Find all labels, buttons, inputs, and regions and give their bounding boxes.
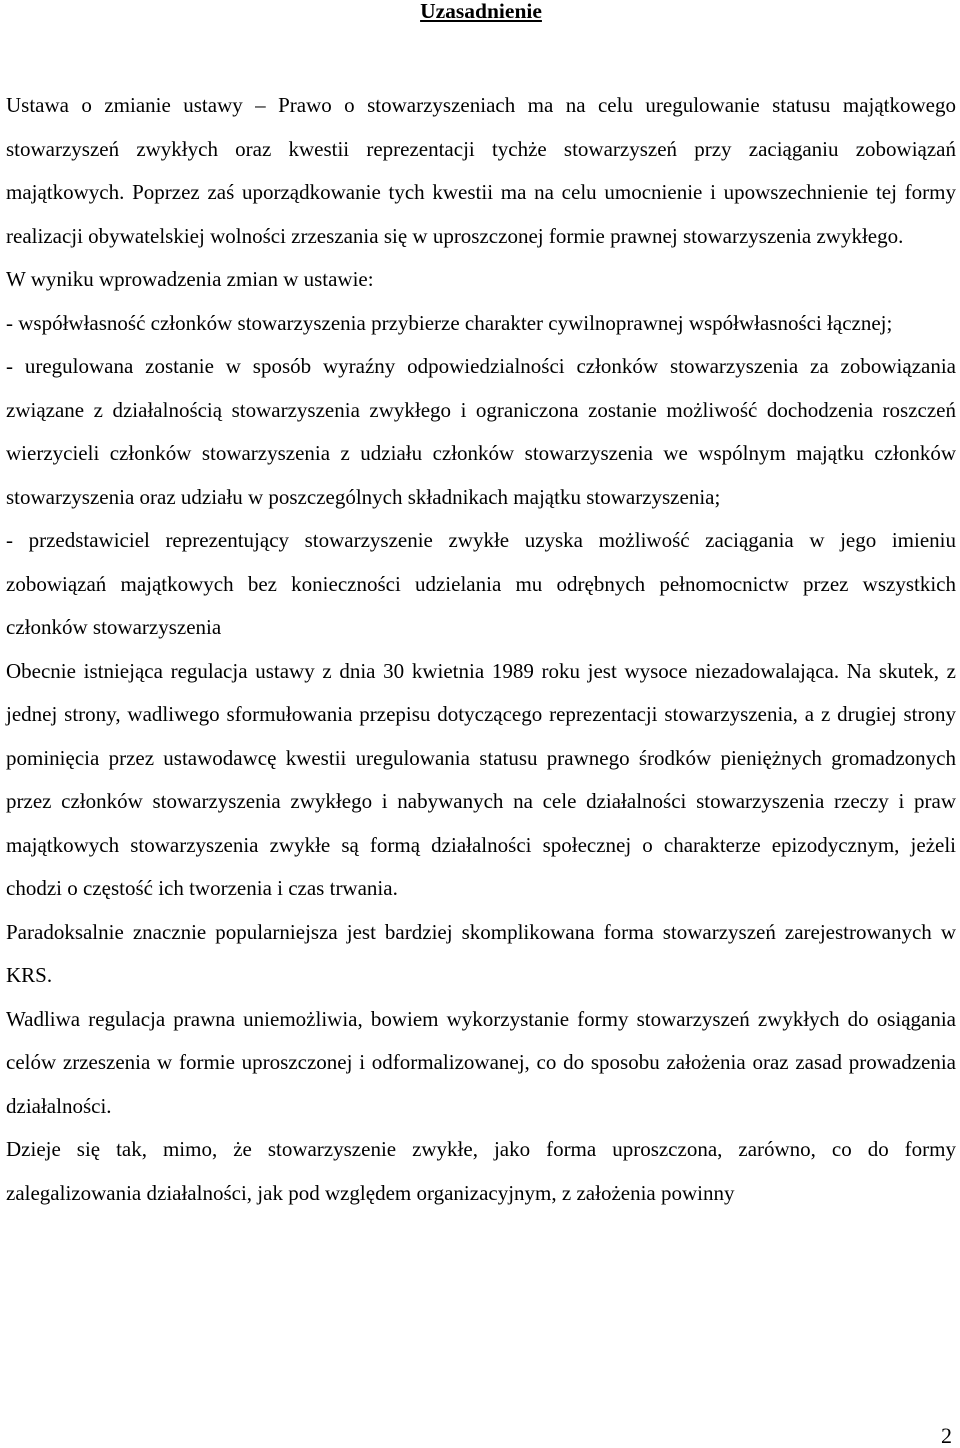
document-body — [6, 84, 956, 1215]
paragraph-paradox: Paradoksalnie znacznie popularniejsza jest bardziej skomplikowana forma stowarzyszeń zarejestrowanych w KRS. — [6, 919, 956, 987]
paragraph-faulty-regulation: Wadliwa regulacja prawna uniemożliwia, bowiem wykorzystanie formy stowarzyszeń zwykłych do osiągania celów zrzeszenia w formie uproszczonej i odformalizowanej, co do sposobu założenia oraz zasad prowadzenia działalności. — [6, 1006, 956, 1118]
list-item-liability: - uregulowana zostanie w sposób wyraźny odpowiedzialności członków stowarzyszenia za zobowiązania związane z działalnością stowarzyszenia zwykłego i ograniczona zostanie możliwość dochodzenia roszczeń wierzycieli członków stowarzyszenia z udziału członków stowarzyszenia we wspólnym majątku członków stowarzyszenia oraz udziału w poszczególnych składnikach majątku stowarzyszenia; — [6, 354, 956, 509]
list-item-co-ownership: - współwłasność członków stowarzyszenia przybierze charakter cywilnoprawnej współwłasności łącznej; — [6, 310, 893, 335]
page-number: 2 — [941, 1423, 952, 1448]
paragraph-current-regulation: Obecnie istniejąca regulacja ustawy z dnia 30 kwietnia 1989 roku jest wysoce niezadowalająca. Na skutek, z jednej strony, wadliwego sformułowania przepisu dotyczącego reprezentacji stowarzyszenia, a z drugiej strony pominięcia przez ustawodawcę kwestii uregulowania statusu prawnego środków pieniężnych gromadzonych przez członków stowarzyszenia zwykłego i nabywanych na cele działalności stowarzyszenia rzeczy i praw majątkowych stowarzyszenia zwykłe są formą działalności społecznej o charakterze epizodycznym, jeżeli chodzi o częstość ich tworzenia i czas trwania. — [6, 658, 956, 900]
document-title: Uzasadnienie — [420, 0, 542, 23]
paragraph-intro: Ustawa o zmianie ustawy – Prawo o stowarzyszeniach ma na celu uregulowanie statusu majątkowego stowarzyszeń zwykłych oraz kwestii reprezentacji tychże stowarzyszeń przy zaciąganiu zobowiązań majątkowych. Poprzez zaś uporządkowanie tych kwestii ma na celu umocnienie i upowszechnienie tej formy realizacji obywatelskiej wolności zrzeszania się w uproszczonej formie prawnej stowarzyszenia zwykłego. — [6, 93, 956, 248]
list-item-representative: - przedstawiciel reprezentujący stowarzyszenie zwykłe uzyska możliwość zaciągania w jego imieniu zobowiązań majątkowych bez konieczności udzielania mu odrębnych pełnomocnictw przez wszystkich członków stowarzyszenia — [6, 528, 956, 639]
document-page — [6, 0, 956, 1215]
paragraph-continuation: Dzieje się tak, mimo, że stowarzyszenie zwykłe, jako forma uproszczona, zarówno, co do formy zalegalizowania działalności, jak pod względem organizacyjnym, z założenia powinny — [6, 1137, 956, 1205]
paragraph-changes-lead: W wyniku wprowadzenia zmian w ustawie: — [6, 267, 374, 291]
